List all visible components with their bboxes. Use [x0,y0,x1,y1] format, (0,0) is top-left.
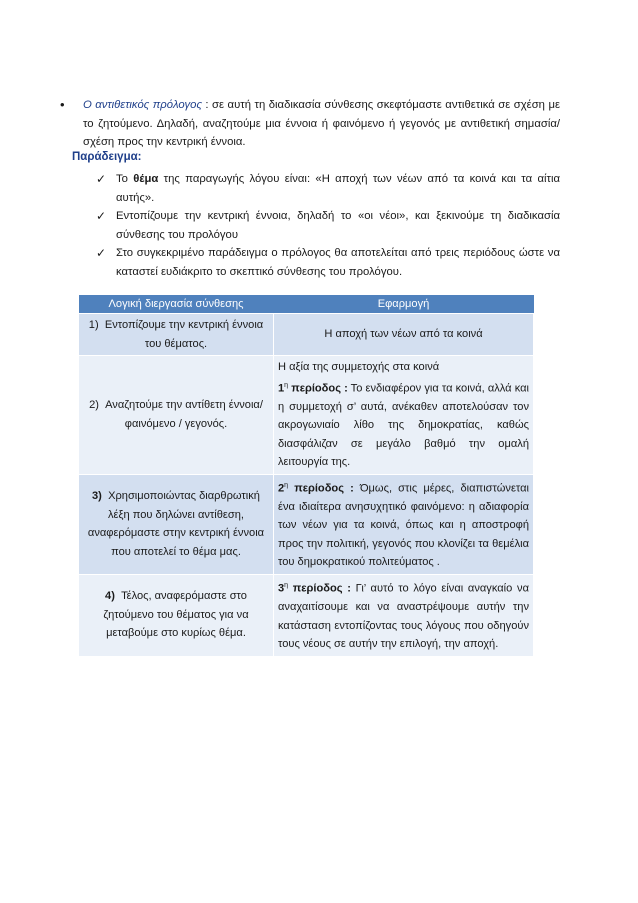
period-word: περίοδος : [291,382,348,395]
period-word: περίοδος : [292,582,351,595]
period-text: Όμως, στις μέρες, διαπιστώνεται ένα ιδιαίτερα ανησυχητικό φαινόμενο: η αδιαφορία των νέων για τα κοινά, όπως και η αποστροφή προς την πολιτική, γεγονός που κλονίζει τα θεμέλια του δημοκρατικού πολιτεύματος . [278,482,529,569]
intro-body: : σε αυτή τη διαδικασία σύνθεσης σκεφτόμαστε αντιθετικά σε σχέση με το ζητούμενο. Δηλαδή, αναζητούμε μια έννοια ή φαινόμενο ή γεγονός με αντιθετική σημασία/σχέση προς την κεντρική έννοια. [83,99,560,148]
check-text: Το [116,173,134,185]
step-text: Τέλος, αναφερόμαστε στο ζητούμενο του θέματος για να μεταβούμε στο κυρίως θέμα. [103,590,249,640]
header-logic: Λογική διεργασία σύνθεσης [79,295,274,314]
check-text: Εντοπίζουμε την κεντρική έννοια, δηλαδή το «οι νέοι», και ξεκινούμε τη διαδικασία σύνθεσης του προλόγου [116,210,560,241]
check-item [96,170,560,207]
step-number: 3) [92,490,102,503]
checkmark-icon: ✓ [96,246,107,260]
table-header-row [79,295,534,314]
step-number: 1) [88,319,99,331]
check-text: Στο συγκεκριμένο παράδειγμα ο πρόλογος θα αποτελείται από τρεις περιόδους ώστε να καταστεί ευδιάκριτο το σκεπτικό σύνθεσης του προλόγου. [116,247,560,278]
table-row [79,474,534,574]
check-item [96,207,560,244]
period-text: Γι’ αυτό το λόγο είναι αναγκαίο να αναχαιτίσουμε και να αναστρέψουμε αυτήν την κατάσταση εντοπίζοντας τους λόγους που οδηγούν τους νέους σε αυτήν την επιλογή, την αποχή. [278,582,529,651]
step-text: Χρησιμοποιώντας διαρθρωτική λέξη που δηλώνει αντίθεση, αναφερόμαστε στην κεντρική έννοια που αποτελεί το θέμα μας. [87,490,265,558]
table-row [79,574,534,656]
intro-lead: Ο αντιθετικός πρόλογος [83,99,202,111]
intro-bullet [60,96,560,152]
bullet-icon: • [60,97,65,112]
application-intro: Η αξία της συμμετοχής στα κοινά [278,361,440,373]
synthesis-table [78,295,534,657]
step-cell [79,474,274,574]
period-sup: η [284,381,289,389]
step-text: Αναζητούμε την αντίθετη έννοια/ φαινόμενο / γεγονός. [105,399,263,430]
application-cell: Η αποχή των νέων από τα κοινά [274,314,534,356]
period-sup: η [284,481,289,489]
table-row [79,356,534,475]
step-number: 2) [89,399,99,412]
period-sup: η [284,581,289,589]
intro-text [83,96,560,152]
table-row [79,314,534,356]
step-cell [79,314,274,356]
application-cell [274,356,534,475]
check-item [96,244,560,281]
step-cell [79,574,274,656]
period-number: 3 [278,582,285,595]
step-number: 4) [105,590,115,603]
application-cell [274,574,534,656]
example-checklist [96,170,560,281]
period-number: 2 [278,482,285,495]
header-application: Εφαρμογή [274,295,534,314]
step-cell [79,356,274,475]
period-number: 1 [278,382,285,395]
step-text: Εντοπίζουμε την κεντρική έννοια του θέματος. [104,319,264,350]
application-period [278,377,529,472]
check-bold: θέμα [133,173,159,185]
period-text: Το ενδιαφέρον για τα κοινά, αλλά και η συμμετοχή σ’ αυτά, ανέκαθεν αποτελούσαν τον ακρογωνιαίο λίθο της δημοκρατίας, καθώς διασφάλιζαν σε μεγάλο βαθμό την ομαλή λειτουργία της. [278,382,529,469]
checkmark-icon: ✓ [96,172,107,186]
check-text-post: της παραγωγής λόγου είναι: «Η αποχή των νέων από τα κοινά και τα αίτια αυτής». [116,173,560,204]
period-word: περίοδος : [294,482,354,495]
examples-heading: Παράδειγμα: [72,151,142,163]
application-cell [274,474,534,574]
checkmark-icon: ✓ [96,209,107,223]
